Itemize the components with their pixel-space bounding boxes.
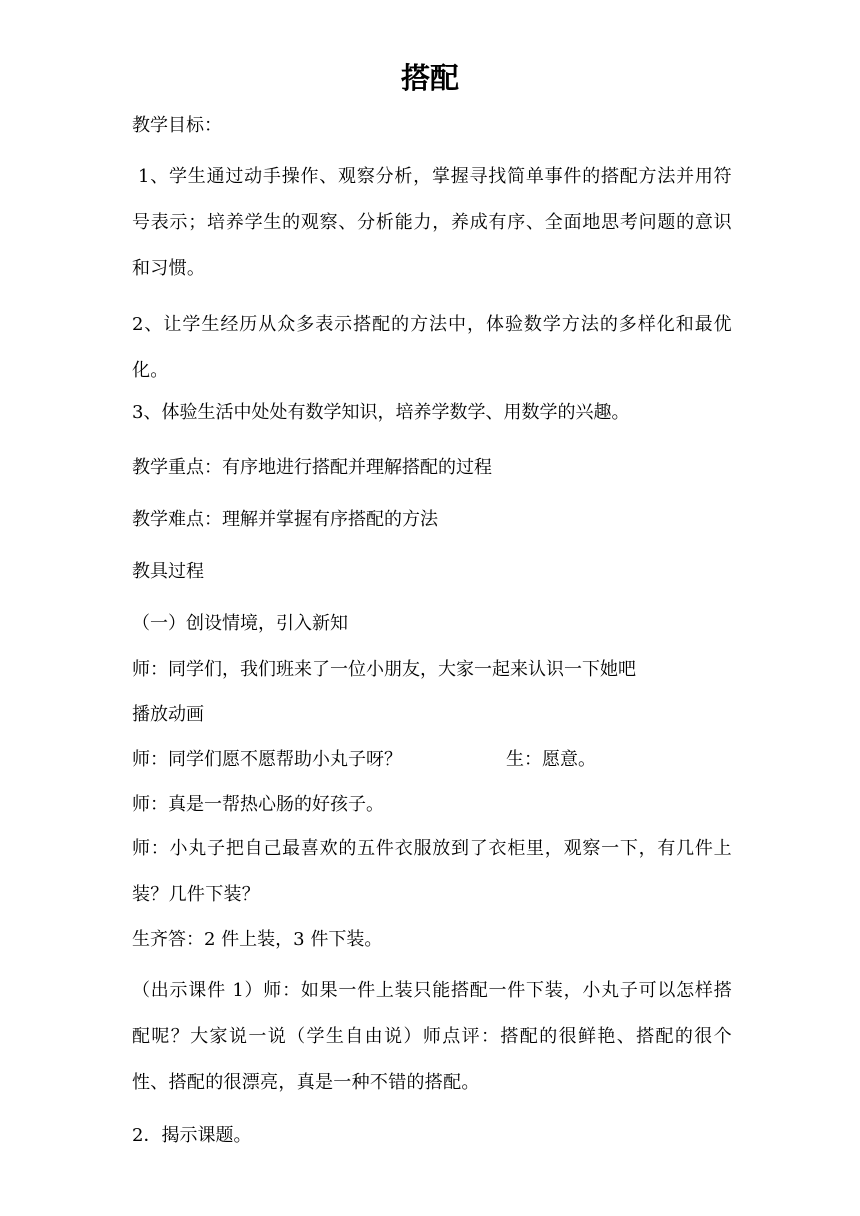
objective-3: 3、体验生活中处处有数学知识，培养学数学、用数学的兴趣。 [132,402,630,423]
key-point: 教学重点：有序地进行搭配并理解搭配的过程 [132,457,492,478]
dialogue-line-6: 生齐答：2 件上装，3 件下装。 [132,929,383,950]
objective-1-text: 1、学生通过动手操作、观察分析，掌握寻找简单事件的搭配方法并用符号表示；培养学生的观察、分析能力，养成有序、全面地思考问题的意识和习惯。 [132,166,732,279]
objective-2: 2、让学生经历从众多表示搭配的方法中，体验数学方法的多样化和最优化。 [132,314,732,381]
process-heading: 教具过程 [132,561,204,582]
difficulty: 教学难点：理解并掌握有序搭配的方法 [132,509,438,530]
dialogue-line-2: 播放动画 [132,704,204,725]
dialogue-line-7: （出示课件 1）师：如果一件上装只能搭配一件下装，小丸子可以怎样搭配呢？大家说一说（学生自由说）师点评：搭配的很鲜艳、搭配的很个性、搭配的很漂亮，真是一种不错的搭配。 [132,980,732,1093]
dialogue-line-3-teacher: 师：同学们愿不愿帮助小丸子呀？ [132,749,402,770]
page-title: 搭配 [400,61,459,95]
dialogue-line-1: 师：同学们，我们班来了一位小朋友，大家一起来认识一下她吧 [132,659,636,680]
dialogue-line-8: 2．揭示课题。 [132,1125,252,1146]
dialogue-line-4: 师：真是一帮热心肠的好孩子。 [132,794,384,815]
section-1-heading: （一）创设情境，引入新知 [132,613,348,634]
dialogue-line-3-student: 生：愿意。 [506,749,596,770]
objective-1 [132,154,732,292]
dialogue-line-5: 师：小丸子把自己最喜欢的五件衣服放到了衣柜里，观察一下，有几件上装？几件下装？ [132,838,732,905]
objectives-heading: 教学目标： [132,115,222,136]
